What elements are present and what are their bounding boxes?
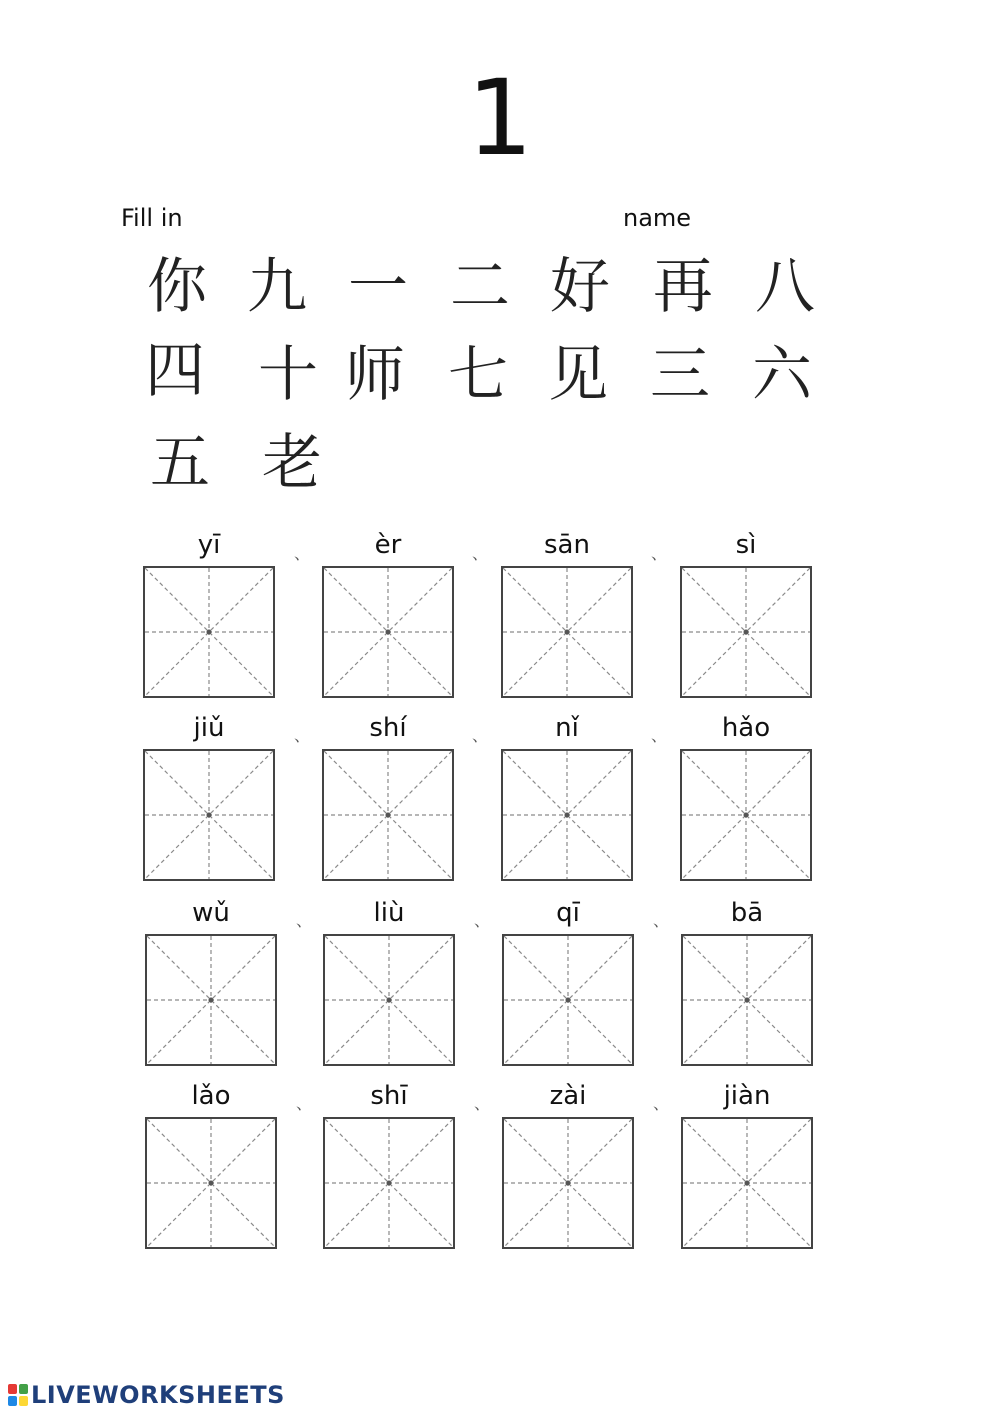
pinyin-label: qī bbox=[556, 898, 580, 928]
word-bank-char[interactable]: 一 bbox=[348, 252, 408, 322]
pinyin-label: hǎo bbox=[721, 713, 771, 743]
separator-mark: 、 bbox=[474, 1094, 491, 1113]
center-dot bbox=[745, 998, 750, 1003]
word-bank-char[interactable]: 再 bbox=[653, 252, 713, 322]
tianzige-guides bbox=[503, 751, 631, 879]
pinyin-label: shī bbox=[370, 1081, 408, 1111]
tianzige-box[interactable] bbox=[680, 749, 812, 881]
center-dot bbox=[566, 998, 571, 1003]
logo-text: LIVEWORKSHEETS bbox=[31, 1381, 285, 1409]
center-dot bbox=[386, 630, 391, 635]
separator-mark: 、 bbox=[653, 911, 670, 930]
center-dot bbox=[566, 1181, 571, 1186]
center-dot bbox=[745, 1181, 750, 1186]
name-label: name bbox=[623, 204, 692, 232]
tianzige-guides bbox=[504, 1119, 632, 1247]
separator-mark: 、 bbox=[474, 911, 491, 930]
tianzige-guides bbox=[682, 751, 810, 879]
tianzige-box[interactable] bbox=[143, 749, 275, 881]
word-bank-char[interactable]: 二 bbox=[450, 252, 510, 322]
pinyin-label: zài bbox=[549, 1081, 587, 1111]
page-number: 1 bbox=[466, 57, 534, 179]
tianzige-guides bbox=[324, 568, 452, 696]
separator-mark: 、 bbox=[296, 1094, 313, 1113]
word-bank-char[interactable]: 三 bbox=[650, 340, 710, 410]
pinyin-label: sì bbox=[735, 530, 757, 560]
pinyin-label: jiǔ bbox=[193, 713, 225, 743]
tianzige-guides bbox=[504, 936, 632, 1064]
center-dot bbox=[207, 630, 212, 635]
tianzige-guides bbox=[147, 936, 275, 1064]
word-bank-char[interactable]: 九 bbox=[247, 252, 307, 322]
center-dot bbox=[565, 630, 570, 635]
logo-squares-icon bbox=[8, 1384, 28, 1406]
tianzige-box[interactable] bbox=[323, 1117, 455, 1249]
separator-mark: 、 bbox=[294, 544, 311, 563]
tianzige-guides bbox=[145, 751, 273, 879]
word-bank-char[interactable]: 四 bbox=[145, 336, 205, 406]
tianzige-box[interactable] bbox=[322, 749, 454, 881]
pinyin-label: jiàn bbox=[723, 1081, 771, 1111]
tianzige-guides bbox=[683, 1119, 811, 1247]
pinyin-label: èr bbox=[374, 530, 402, 560]
word-bank-char[interactable]: 五 bbox=[150, 428, 210, 498]
word-bank-char[interactable]: 七 bbox=[448, 340, 508, 410]
tianzige-guides bbox=[683, 936, 811, 1064]
pinyin-label: sān bbox=[544, 530, 590, 560]
tianzige-box[interactable] bbox=[323, 934, 455, 1066]
pinyin-label: bā bbox=[730, 898, 764, 928]
tianzige-box[interactable] bbox=[681, 1117, 813, 1249]
fill-in-label: Fill in bbox=[121, 204, 183, 232]
tianzige-guides bbox=[682, 568, 810, 696]
word-bank-char[interactable]: 见 bbox=[548, 340, 608, 410]
center-dot bbox=[209, 998, 214, 1003]
center-dot bbox=[387, 998, 392, 1003]
separator-mark: 、 bbox=[651, 544, 668, 563]
center-dot bbox=[744, 813, 749, 818]
tianzige-guides bbox=[503, 568, 631, 696]
tianzige-guides bbox=[325, 1119, 453, 1247]
separator-mark: 、 bbox=[294, 726, 311, 745]
center-dot bbox=[386, 813, 391, 818]
center-dot bbox=[744, 630, 749, 635]
tianzige-guides bbox=[324, 751, 452, 879]
tianzige-box[interactable] bbox=[322, 566, 454, 698]
separator-mark: 、 bbox=[653, 1094, 670, 1113]
tianzige-guides bbox=[147, 1119, 275, 1247]
tianzige-box[interactable] bbox=[143, 566, 275, 698]
tianzige-guides bbox=[325, 936, 453, 1064]
tianzige-guides bbox=[145, 568, 273, 696]
tianzige-box[interactable] bbox=[501, 566, 633, 698]
separator-mark: 、 bbox=[472, 726, 489, 745]
pinyin-label: nǐ bbox=[555, 713, 579, 743]
liveworksheets-logo[interactable] bbox=[8, 1381, 285, 1409]
tianzige-box[interactable] bbox=[502, 1117, 634, 1249]
word-bank-char[interactable]: 老 bbox=[262, 428, 322, 498]
tianzige-box[interactable] bbox=[681, 934, 813, 1066]
center-dot bbox=[565, 813, 570, 818]
pinyin-label: shí bbox=[369, 713, 407, 743]
separator-mark: 、 bbox=[296, 911, 313, 930]
word-bank-char[interactable]: 好 bbox=[550, 252, 610, 322]
pinyin-label: liù bbox=[373, 898, 405, 928]
word-bank-char[interactable]: 十 bbox=[258, 340, 318, 410]
tianzige-box[interactable] bbox=[145, 1117, 277, 1249]
separator-mark: 、 bbox=[651, 726, 668, 745]
word-bank-char[interactable]: 六 bbox=[752, 340, 812, 410]
tianzige-box[interactable] bbox=[145, 934, 277, 1066]
tianzige-box[interactable] bbox=[680, 566, 812, 698]
word-bank-char[interactable]: 八 bbox=[755, 252, 815, 322]
tianzige-box[interactable] bbox=[501, 749, 633, 881]
pinyin-label: wǔ bbox=[192, 898, 230, 928]
word-bank-char[interactable]: 师 bbox=[345, 340, 405, 410]
center-dot bbox=[209, 1181, 214, 1186]
pinyin-label: lǎo bbox=[191, 1081, 231, 1111]
center-dot bbox=[387, 1181, 392, 1186]
word-bank-char[interactable]: 你 bbox=[147, 252, 207, 322]
pinyin-label: yī bbox=[197, 530, 221, 560]
center-dot bbox=[207, 813, 212, 818]
separator-mark: 、 bbox=[472, 544, 489, 563]
tianzige-box[interactable] bbox=[502, 934, 634, 1066]
